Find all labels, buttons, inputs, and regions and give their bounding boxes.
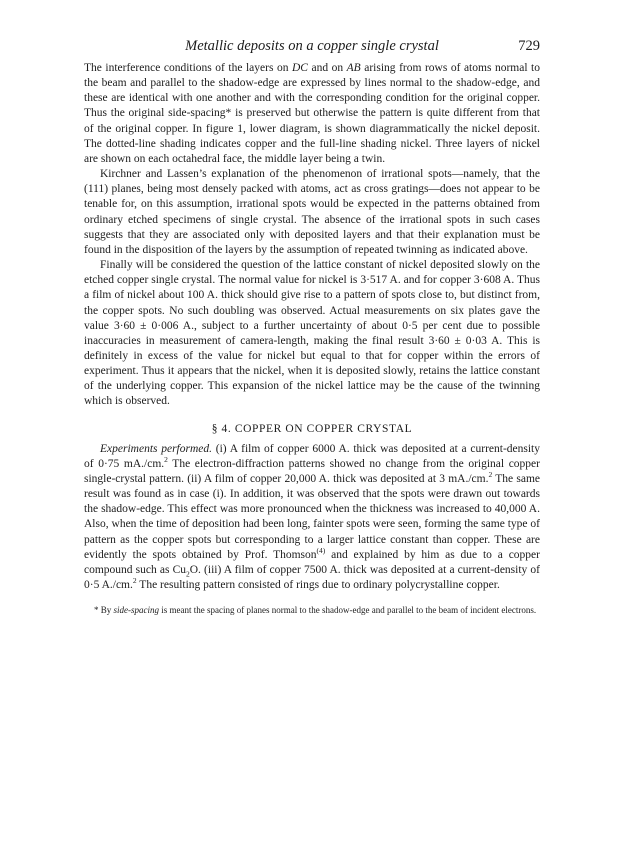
running-title: Metallic deposits on a copper single crystal: [185, 38, 439, 54]
footnote-term: side-spacing: [113, 605, 160, 616]
reference-marker: (4): [316, 545, 326, 555]
superscript-2: 2: [132, 576, 137, 586]
paragraph-lattice-constant: Finally will be considered the question of the lattice constant of nickel deposited slowly on the etched copper single crystal. The normal value for nickel is 3·517 A. and for copper 3·608 A. Thus a film of nickel about 100 A. thick should give rise to a pattern of spots close to, but distinct from, the copper spots. No such doubling was observed. Actual measurements on six plates gave the value 3·60 ± 0·006 A., subject to a further uncertainty of about 0·5 per cent due to possible inaccuracies in measurement of camera-length, making the final result 3·60 ± 0·03 A. This is definitely in excess of the value for nickel but equal to that for copper within the errors of experiment. Thus it appears that the nickel, when it is deposited slowly, retains the lattice constant of the underlying copper. This expansion of the nickel lattice may be the cause of the twinning which is observed.: [84, 259, 540, 408]
footnote: * By side-spacing is meant the spacing of planes normal to the shadow-edge and parallel to the beam of incident electrons.: [94, 605, 537, 616]
superscript-2: 2: [488, 470, 493, 480]
running-head: [84, 38, 540, 58]
label-ab: AB: [346, 62, 361, 74]
page-number: 729: [518, 38, 540, 54]
superscript-2: 2: [164, 454, 168, 464]
paragraph-interference-conditions: The interference conditions of the layers on DC and on AB arising from rows of atoms normal to the beam and parallel to the shadow-edge are expressed by lines normal to the shadow-edge, and these are identical with one another and with the corresponding condition for the original copper. Thus the original side-spacing* is preserved but otherwise the pattern is quite different from that of the original copper. In figure 1, lower diagram, is shown diagrammatically the nickel deposit. The dotted-line shading indicates copper and the full-line shading nickel. Three layers of nickel are shown on each octahedral face, the middle layer being a twin.: [84, 62, 540, 165]
section-heading: § 4. COPPER ON COPPER CRYSTAL: [211, 422, 413, 435]
subscript-2: 2: [186, 569, 190, 579]
paragraph-kirchner-lassen: Kirchner and Lassen’s explanation of the phenomenon of irrational spots—namely, that the (111) planes, being most densely packed with atoms, act as cross gratings—does not appear to be tenable for, on this assumption, irrational spots would be expected in the patterns obtained from ordinary etched specimens of single crystal. The absence of the irrational spots in such cases suggests that they are associated only with deposited layers and that their explanation must be found in the disposition of the layers by the assumption of repeated twinning as indicated above.: [84, 168, 540, 256]
page: [84, 38, 540, 626]
experiments-lead: Experiments performed.: [100, 442, 213, 455]
paragraph-experiments: Experiments performed. (i) A film of copper 6000 A. thick was deposited at a current-density of 0·75 mA./cm.$^2$ The electron-diffraction patterns showed no change from the original copper single-crystal pattern. (ii) A film of copper 20,000 A. thick was deposited at 3 mA./cm.$^2$ The same result was found as in case (i). In addition, it was observed that the spots were drawn out towards the shadow-edge. This effect was more pronounced when the thickness was increased to 40,000 A. Also, when the time of deposition had been long, fainter spots were seen, forming the same type of pattern as the copper spots but corresponding to a larger lattice constant than copper. These are evidently the spots obtained by Prof. Thomson$^{(4)}$ and explained by him as due to a copper compound such as $Cu_2O$. (iii) A film of copper 7500 A. thick was deposited at a current-density of 0·5 A./cm.$^2$ The resulting pattern consisted of rings due to ordinary polycrystalline copper.: [84, 442, 540, 591]
label-dc: DC: [291, 62, 308, 74]
